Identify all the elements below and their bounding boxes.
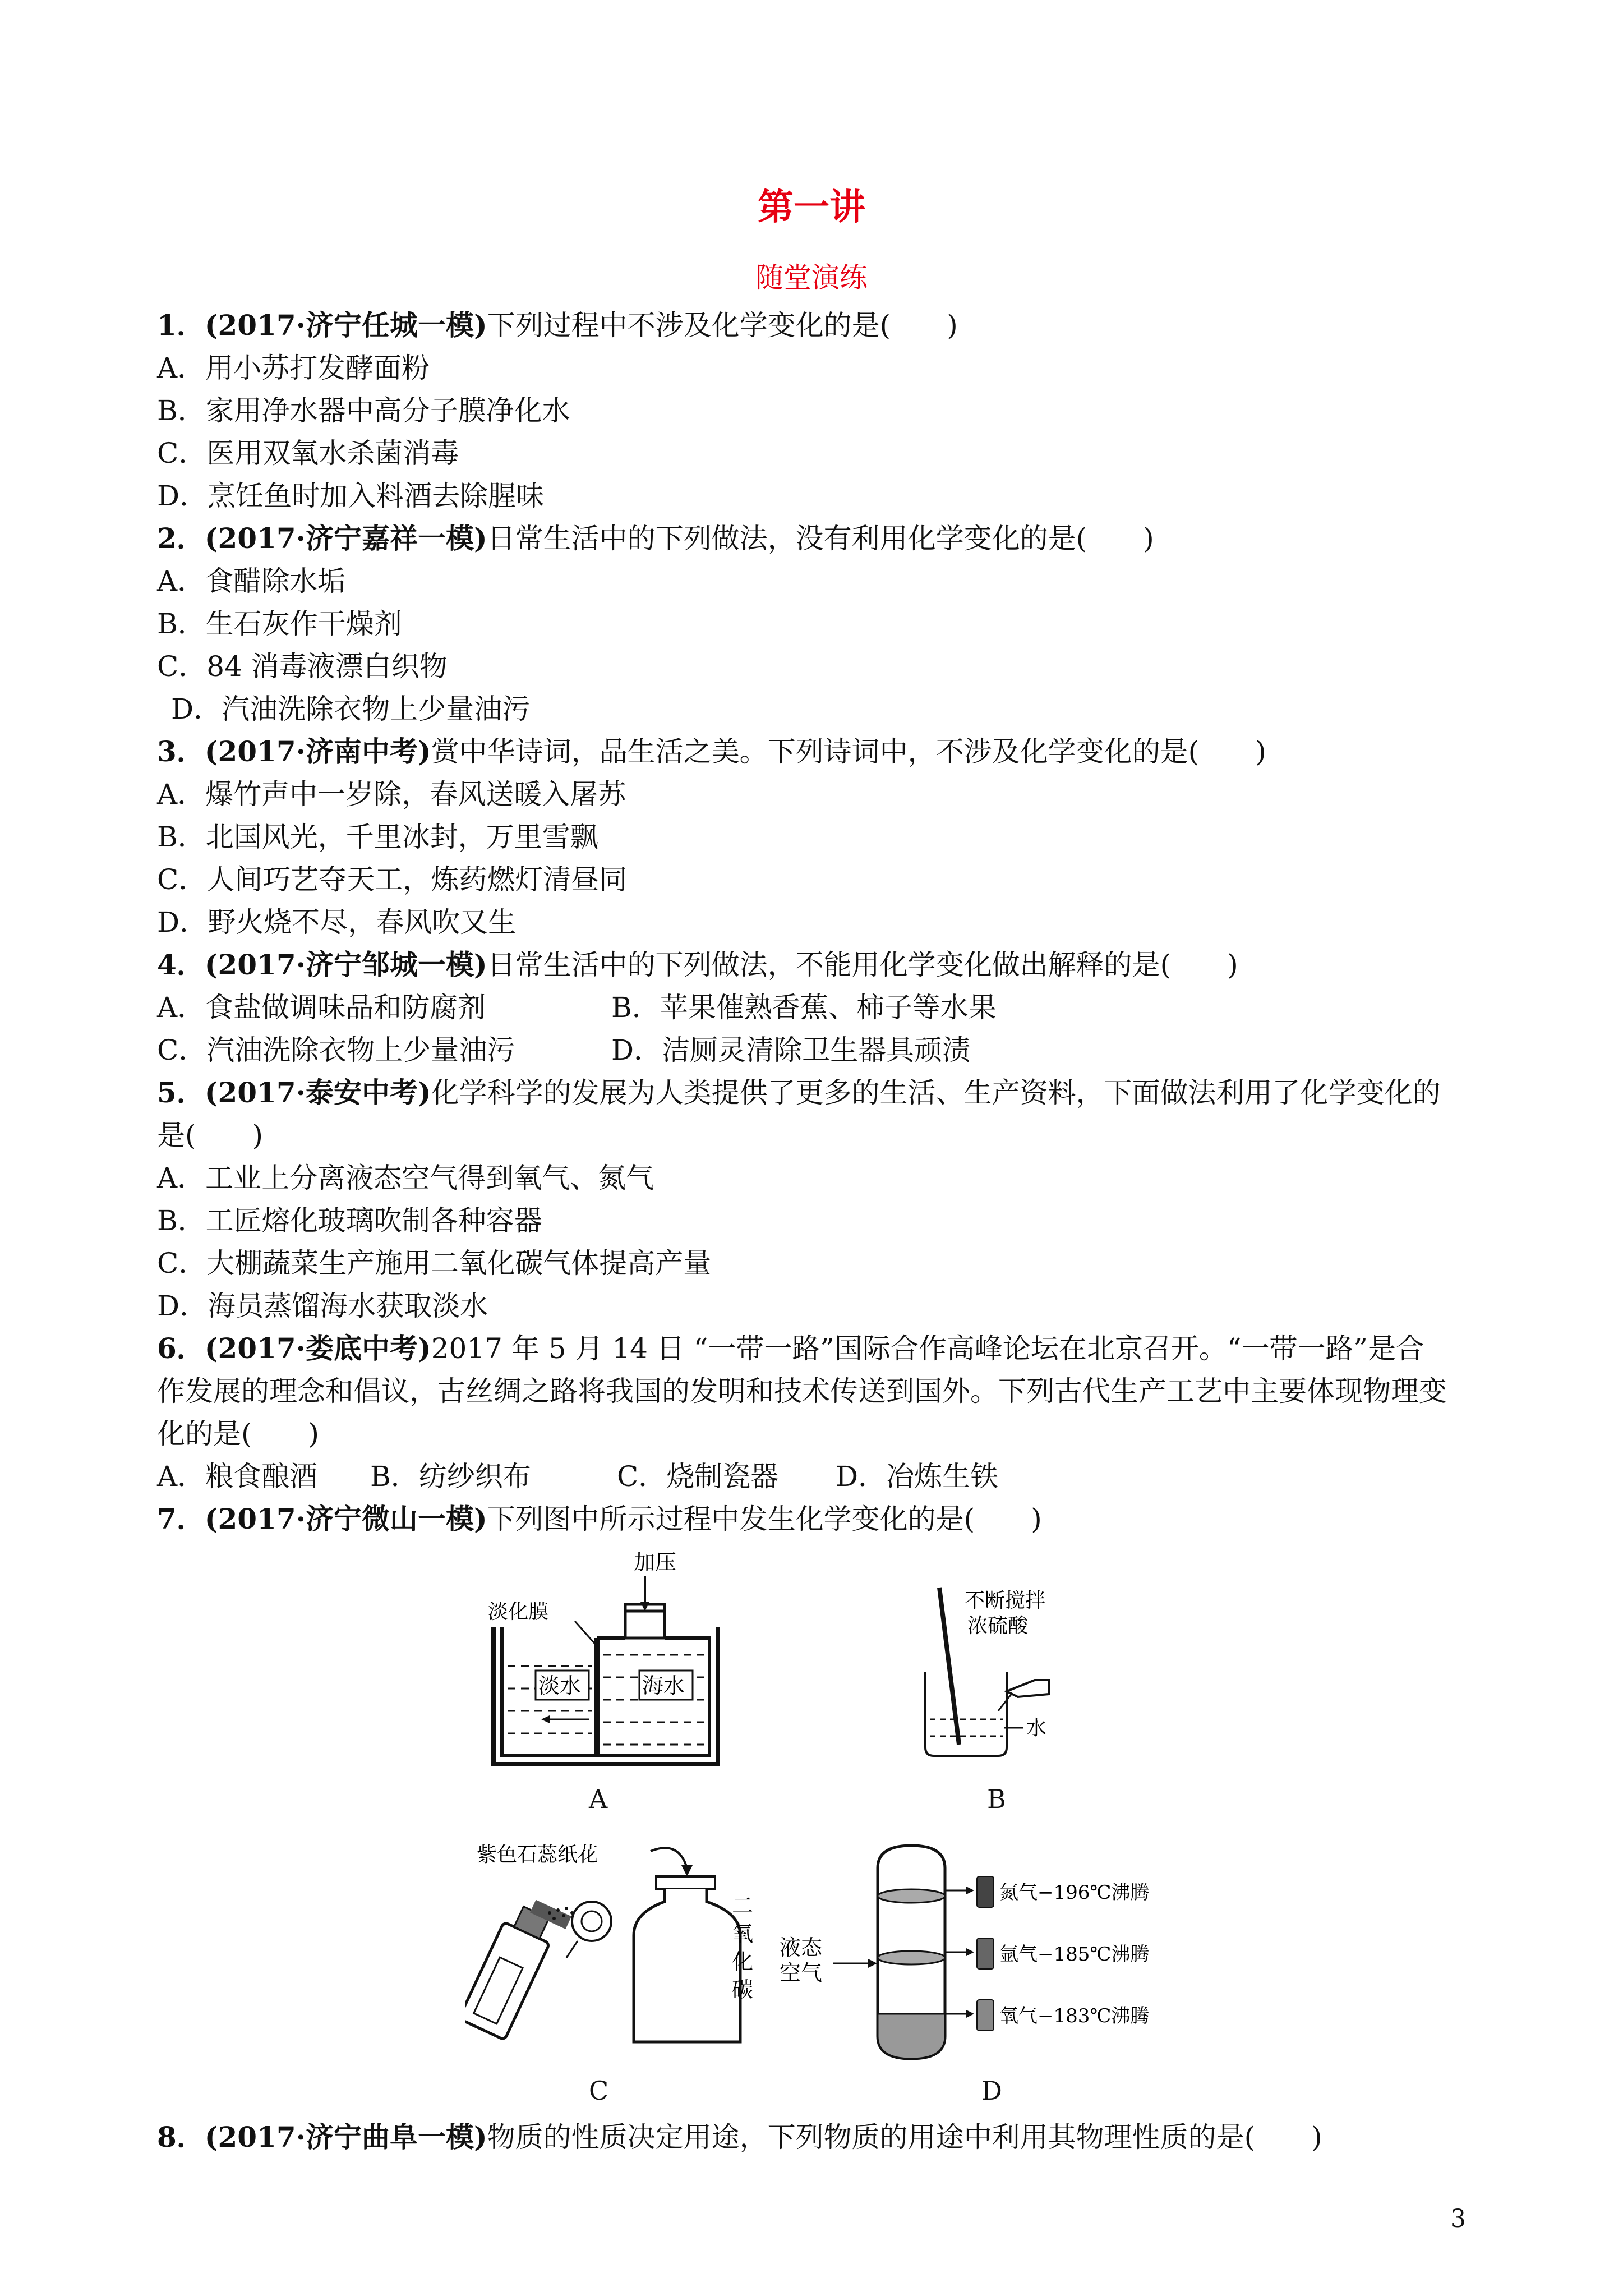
figure-b-dilution (914, 1576, 1116, 1778)
figure-c-label: C (589, 2076, 609, 2106)
option: A．用小苏打发酵面粉 (157, 352, 430, 384)
question-source: (2017·泰安中考) (204, 1076, 431, 1109)
question-stem: 赏中华诗词，品生活之美。下列诗词中，不涉及化学变化的是( ) (431, 735, 1266, 768)
question-stem: 日常生活中的下列做法，不能用化学变化做出解释的是( ) (487, 949, 1238, 981)
option: A．食醋除水垢 (157, 565, 346, 597)
option: A．食盐做调味品和防腐剂 (157, 991, 486, 1024)
question-stem: 2017 年 5 月 14 日 “一带一路”国际合作高峰论坛在北京召开。“一带一路”是合 (431, 1332, 1424, 1365)
option: A．粮食酿酒 (157, 1460, 318, 1493)
fig-c-flower-label: 紫色石蕊纸花 (477, 1843, 598, 1866)
question-2 (157, 521, 1154, 556)
option: D．冶炼生铁 (836, 1460, 999, 1493)
option: C．84 消毒液漂白织物 (157, 650, 448, 683)
svg-text:二: 二 (732, 1893, 754, 1918)
question-source: (2017·济南中考) (204, 735, 431, 768)
question-number: 1． (157, 309, 205, 342)
question-number: 6． (157, 1332, 205, 1365)
option: B．纺纱织布 (370, 1460, 531, 1493)
question-number: 2． (157, 522, 205, 555)
page-title: 第一讲 (758, 186, 865, 228)
question-5-cont: 是( ) (157, 1119, 264, 1152)
option: B．生石灰作干燥剂 (157, 608, 402, 640)
question-6-cont: 化的是( ) (157, 1418, 320, 1450)
svg-text:碳: 碳 (732, 1977, 754, 2002)
figure-c-gas-label (729, 1890, 763, 2014)
question-stem: 日常生活中的下列做法，没有利用化学变化的是( ) (487, 522, 1154, 555)
question-source: (2017·济宁微山一模) (204, 1502, 487, 1535)
fig-d-liquid-air-2: 空气 (780, 1961, 823, 1985)
fig-d-ar-label: 氩气−185℃沸腾 (999, 1943, 1150, 1966)
fig-b-acid-label: 浓硫酸 (967, 1614, 1029, 1637)
option: C．烧制瓷器 (617, 1460, 779, 1493)
fig-b-stir-label: 不断搅拌 (965, 1589, 1046, 1612)
question-stem: 化学科学的发展为人类提供了更多的生活、生产资料，下面做法利用了化学变化的 (431, 1076, 1441, 1109)
question-1 (157, 307, 958, 343)
fig-a-membrane-label: 淡化膜 (488, 1600, 549, 1623)
figure-a-label: A (589, 1784, 608, 1814)
option: A．爆竹声中一岁除，春风送暖入屠苏 (157, 778, 626, 811)
question-source: (2017·娄底中考) (204, 1332, 431, 1365)
option: B．北国风光，千里冰封，万里雪飘 (157, 821, 598, 853)
fig-a-fresh-label: 淡水 (538, 1673, 582, 1698)
figure-c-litmus (465, 1834, 757, 2059)
page-number: 3 (1450, 2205, 1466, 2233)
question-source: (2017·济宁任城一模) (204, 309, 487, 342)
fig-a-sea-label: 海水 (642, 1673, 685, 1698)
svg-text:氧: 氧 (732, 1921, 754, 1946)
option: C．人间巧艺夺天工，炼药燃灯清昼同 (157, 863, 628, 896)
question-number: 5． (157, 1076, 205, 1109)
option: C．汽油洗除衣物上少量油污 (157, 1034, 515, 1066)
question-5 (157, 1075, 1441, 1111)
fig-a-pressure-label: 加压 (634, 1550, 677, 1575)
fig-d-liquid-air-1: 液态 (780, 1935, 823, 1960)
question-number: 4． (157, 948, 205, 981)
fig-d-o2-label: 氧气−183℃沸腾 (999, 2005, 1150, 2027)
option: B．工匠熔化玻璃吹制各种容器 (157, 1204, 542, 1237)
question-6-cont: 作发展的理念和倡议，古丝绸之路将我国的发明和技术传送到国外。下列古代生产工艺中主要体现物理变 (157, 1375, 1447, 1407)
figure-b-label: B (987, 1784, 1006, 1814)
question-source: (2017·济宁嘉祥一模) (204, 522, 487, 555)
option: B．苹果催熟香蕉、柿子等水果 (611, 991, 997, 1024)
question-number: 3． (157, 735, 205, 768)
question-number: 7． (157, 1502, 205, 1535)
section-subtitle: 随堂演练 (755, 261, 868, 294)
question-stem: 下列过程中不涉及化学变化的是( ) (487, 309, 958, 342)
question-3 (157, 734, 1266, 770)
option: D．海员蒸馏海水获取淡水 (157, 1290, 488, 1322)
question-source: (2017·济宁曲阜一模) (204, 2120, 487, 2154)
question-7 (157, 1501, 1042, 1537)
option: C．医用双氧水杀菌消毒 (157, 437, 459, 470)
question-stem: 下列图中所示过程中发生化学变化的是( ) (487, 1503, 1042, 1535)
option: C．大棚蔬菜生产施用二氧化碳气体提高产量 (157, 1247, 712, 1280)
fig-d-n2-label: 氮气−196℃沸腾 (999, 1881, 1150, 1904)
question-6 (157, 1331, 1424, 1366)
option: D．烹饪鱼时加入料酒去除腥味 (157, 480, 545, 512)
fig-b-water-label: 水 (1026, 1717, 1047, 1740)
question-4 (157, 947, 1238, 983)
option: D．汽油洗除衣物上少量油污 (171, 693, 531, 725)
option: B．家用净水器中高分子膜净化水 (157, 394, 570, 427)
question-source: (2017·济宁邹城一模) (204, 948, 487, 981)
option: D．洁厕灵清除卫生器具顽渍 (611, 1034, 971, 1066)
question-number: 8． (157, 2120, 205, 2154)
question-8 (157, 2119, 1322, 2155)
option: D．野火烧不尽，春风吹又生 (157, 906, 517, 938)
figure-d-distillation (768, 1829, 1161, 2064)
question-stem: 物质的性质决定用途，下列物质的用途中利用其物理性质的是( ) (487, 2121, 1322, 2154)
figure-a-desalination (482, 1548, 751, 1773)
svg-text:化: 化 (732, 1949, 754, 1974)
option: A．工业上分离液态空气得到氧气、氮气 (157, 1162, 654, 1194)
figure-d-label: D (981, 2076, 1002, 2106)
